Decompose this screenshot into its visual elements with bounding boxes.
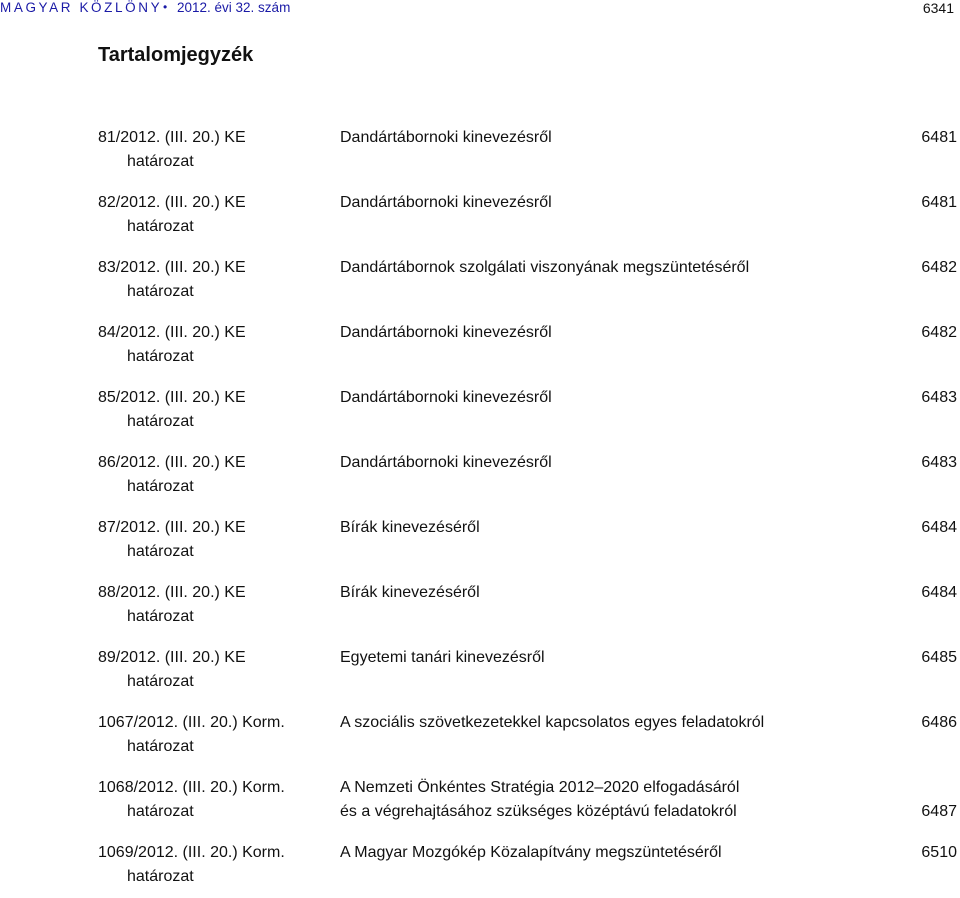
toc-entry	[0, 712, 960, 777]
entry-kind: határozat	[127, 348, 194, 365]
bullet-separator: •	[163, 0, 168, 14]
entry-number: 1069/2012. (III. 20.) Korm.	[98, 844, 285, 861]
entry-number: 83/2012. (III. 20.) KE	[98, 259, 246, 276]
entry-page: 6510	[921, 844, 957, 861]
entry-number: 81/2012. (III. 20.) KE	[98, 129, 246, 146]
toc-entry	[0, 647, 960, 712]
issue-label: 2012. évi 32. szám	[177, 0, 291, 15]
entry-kind: határozat	[127, 153, 194, 170]
entry-page: 6485	[921, 649, 957, 666]
entry-kind: határozat	[127, 218, 194, 235]
toc-entry	[0, 452, 960, 517]
entry-subject: Egyetemi tanári kinevezésről	[340, 649, 545, 666]
toc-entry	[0, 582, 960, 647]
entry-page: 6482	[921, 259, 957, 276]
toc-entry	[0, 127, 960, 192]
toc-entry	[0, 517, 960, 582]
toc-entry	[0, 257, 960, 322]
entry-subject: Bírák kinevezéséről	[340, 584, 480, 601]
entry-page: 6483	[921, 389, 957, 406]
entry-page: 6481	[921, 194, 957, 211]
entry-subject: A Magyar Mozgókép Közalapítvány megszüntetéséről	[340, 844, 722, 861]
entry-subject: Dandártábornoki kinevezésről	[340, 454, 552, 471]
entry-number: 86/2012. (III. 20.) KE	[98, 454, 246, 471]
entry-page: 6482	[921, 324, 957, 341]
entry-subject: Dandártábornoki kinevezésről	[340, 129, 552, 146]
entry-number: 85/2012. (III. 20.) KE	[98, 389, 246, 406]
page-number: 6341	[922, 0, 954, 16]
journal-name: MAGYAR KÖZLÖNY	[0, 0, 163, 15]
entry-kind: határozat	[127, 543, 194, 560]
entry-subject: A szociális szövetkezetekkel kapcsolatos egyes feladatokról	[340, 714, 765, 731]
entry-page: 6484	[921, 584, 957, 601]
toc-entry	[0, 777, 960, 842]
entry-kind: határozat	[127, 478, 194, 495]
entry-page: 6486	[921, 714, 957, 731]
entry-subject-continued: és a végrehajtásához szükséges középtávú feladatokról	[340, 803, 737, 820]
entry-subject: Dandártábornok szolgálati viszonyának megszüntetéséről	[340, 259, 750, 276]
entry-number: 88/2012. (III. 20.) KE	[98, 584, 246, 601]
entry-number: 1067/2012. (III. 20.) Korm.	[98, 714, 285, 731]
entry-page: 6487	[921, 803, 957, 820]
page-title: Tartalomjegyzék	[98, 44, 254, 66]
entry-subject: Bírák kinevezéséről	[340, 519, 480, 536]
entry-kind: határozat	[127, 608, 194, 625]
entry-page: 6481	[921, 129, 957, 146]
running-header	[0, 0, 960, 22]
entry-page: 6484	[921, 519, 957, 536]
entry-number: 87/2012. (III. 20.) KE	[98, 519, 246, 536]
entry-kind: határozat	[127, 868, 194, 885]
entry-subject: A Nemzeti Önkéntes Stratégia 2012–2020 elfogadásáról	[340, 779, 740, 796]
toc-entry	[0, 322, 960, 387]
entry-number: 1068/2012. (III. 20.) Korm.	[98, 779, 285, 796]
toc-list	[0, 127, 960, 898]
entry-number: 84/2012. (III. 20.) KE	[98, 324, 246, 341]
entry-number: 82/2012. (III. 20.) KE	[98, 194, 246, 211]
toc-entry	[0, 192, 960, 257]
entry-number: 89/2012. (III. 20.) KE	[98, 649, 246, 666]
entry-kind: határozat	[127, 803, 194, 820]
toc-entry	[0, 842, 960, 898]
entry-kind: határozat	[127, 283, 194, 300]
entry-kind: határozat	[127, 738, 194, 755]
entry-subject: Dandártábornoki kinevezésről	[340, 194, 552, 211]
entry-subject: Dandártábornoki kinevezésről	[340, 389, 552, 406]
entry-kind: határozat	[127, 413, 194, 430]
entry-subject: Dandártábornoki kinevezésről	[340, 324, 552, 341]
toc-entry	[0, 387, 960, 452]
entry-page: 6483	[921, 454, 957, 471]
entry-kind: határozat	[127, 673, 194, 690]
